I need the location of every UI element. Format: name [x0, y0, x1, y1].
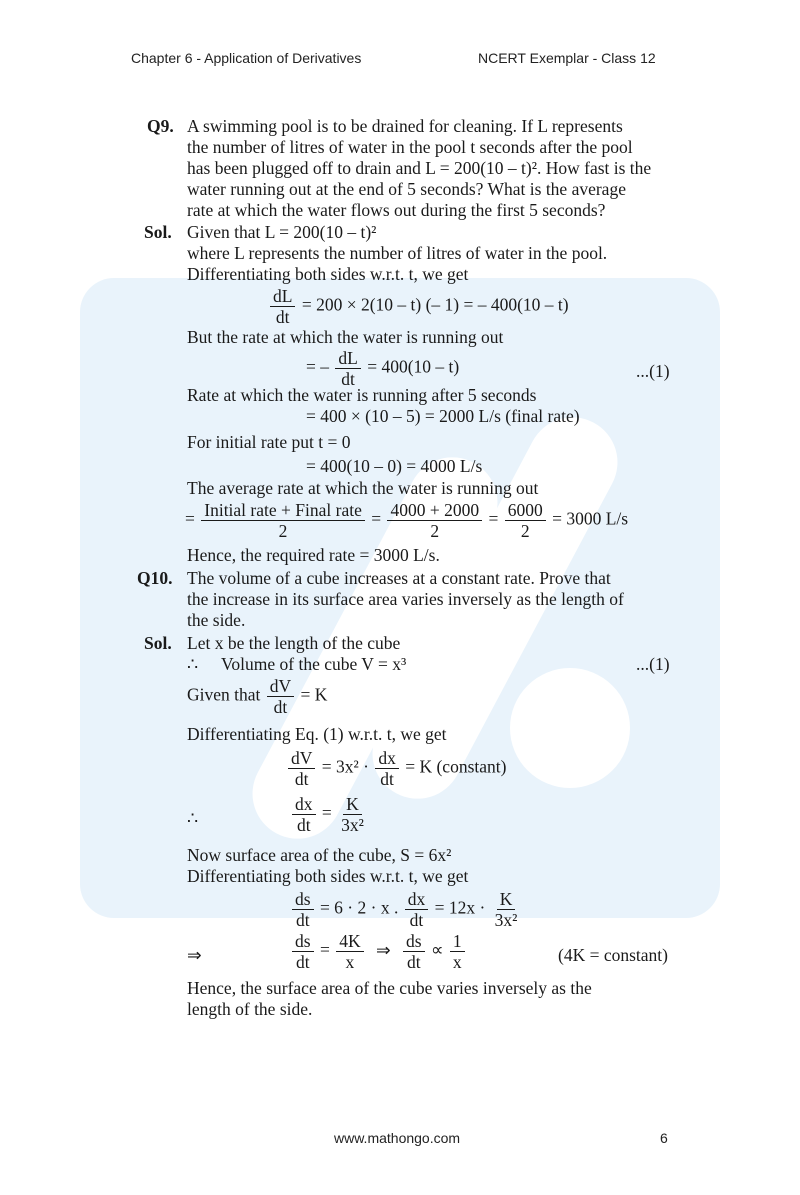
- fraction: $\frac{dx}{dt}$: [405, 889, 429, 930]
- fraction: $\frac{ds}{dt}$: [292, 889, 314, 930]
- sol10-label: Sol.: [144, 633, 172, 653]
- sol9-average-equation: = $\frac{\text{Initial rate + Final rate}}{2}$ = $\frac{4000 + 2000}{2}$ = $\frac{6000}{2}$ = 3000 L/s: [185, 500, 629, 541]
- q9-line: water running out at the end of 5 seconds? What is the average: [187, 179, 626, 199]
- fraction: $\frac{4000 + 2000}{2}$: [387, 500, 482, 541]
- sol9-text: Differentiating both sides w.r.t. t, we get: [187, 264, 469, 284]
- fraction: $\frac{K}{\text{3x²}}$: [494, 889, 518, 930]
- therefore-symbol: ∴: [187, 654, 199, 674]
- sol10-text: Volume of the cube V = x³: [221, 654, 407, 674]
- sol10-eq1: $\frac{dV}{dt}$ = 3x² · $\frac{dx}{dt}$ = K (constant): [286, 748, 506, 789]
- sol10-eq3: $\frac{ds}{dt}$ = 6 · 2 · x . $\frac{dx}{dt}$ = 12x · $\frac{K}{\text{3x²}}$: [290, 889, 522, 930]
- q9-line: A swimming pool is to be drained for cleaning. If L represents: [187, 116, 623, 136]
- fraction: $\frac{4K}{x}$: [336, 931, 363, 972]
- sol9-label: Sol.: [144, 222, 172, 242]
- q10-line: the increase in its surface area varies inversely as the length of: [187, 589, 624, 609]
- constant-note: (4K = constant): [558, 945, 668, 965]
- sol9-eq1: $\frac{dL}{dt}$ = 200 × 2(10 – t) (– 1) = – 400(10 – t): [268, 286, 569, 327]
- sol9-eq2: = – $\frac{dL}{dt}$ = 400(10 – t): [306, 348, 460, 389]
- sol10-text: Differentiating Eq. (1) w.r.t. t, we get: [187, 724, 447, 744]
- header-book: NCERT Exemplar - Class 12: [478, 50, 656, 66]
- q9-line: rate at which the water flows out during the first 5 seconds?: [187, 200, 606, 220]
- page-number: 6: [660, 1130, 668, 1146]
- sol9-text: The average rate at which the water is running out: [187, 478, 539, 498]
- sol9-text: = 400(10 – 0) = 4000 L/s: [306, 456, 483, 476]
- fraction: $\frac{1}{x}$: [450, 931, 465, 972]
- fraction: $\frac{ds}{dt}$: [403, 931, 425, 972]
- sol9-text: Rate at which the water is running after 5 seconds: [187, 385, 537, 405]
- sol9-text: = 400 × (10 – 5) = 2000 L/s (final rate): [306, 406, 580, 426]
- sol10-eq2: $\frac{dx}{dt}$ = $\frac{K}{\text{3x²}}$: [290, 794, 369, 835]
- sol9-text: For initial rate put t = 0: [187, 432, 351, 452]
- q9-label: Q9.: [147, 116, 174, 136]
- footer-url[interactable]: www.mathongo.com: [334, 1130, 461, 1146]
- equation-tag: ...(1): [636, 361, 670, 381]
- sol9-text: Hence, the required rate = 3000 L/s.: [187, 545, 440, 565]
- sol10-given: Given that $\frac{dV}{dt}$ = K: [187, 676, 328, 717]
- header-chapter: Chapter 6 - Application of Derivatives: [131, 50, 362, 66]
- fraction: $\frac{\text{Initial rate + Final rate}}{2}$: [201, 500, 365, 541]
- q10-line: the side.: [187, 610, 246, 630]
- sol9-text: But the rate at which the water is running out: [187, 327, 504, 347]
- sol9-text: Given that L = 200(10 – t)²: [187, 222, 377, 242]
- q9-line: the number of litres of water in the pool t seconds after the pool: [187, 137, 633, 157]
- sol10-text: length of the side.: [187, 999, 313, 1019]
- implies-symbol: ⇒: [187, 945, 202, 965]
- q10-line: The volume of a cube increases at a constant rate. Prove that: [187, 568, 611, 588]
- fraction: $\frac{dx}{dt}$: [292, 794, 316, 835]
- q9-line: has been plugged off to drain and L = 200(10 – t)². How fast is the: [187, 158, 652, 178]
- q10-label: Q10.: [137, 568, 173, 588]
- sol10-text: Hence, the surface area of the cube varies inversely as the: [187, 978, 592, 998]
- sol10-eq4: $\frac{ds}{dt}$ = $\frac{4K}{x}$ ⇒ $\frac{ds}{dt}$ ∝ $\frac{1}{x}$: [290, 931, 467, 972]
- fraction: $\frac{dV}{dt}$: [288, 748, 315, 789]
- fraction: $\frac{dL}{dt}$: [335, 348, 360, 389]
- fraction: $\frac{dV}{dt}$: [267, 676, 294, 717]
- equation-tag: ...(1): [636, 654, 670, 674]
- therefore-symbol: ∴: [187, 808, 199, 828]
- fraction: $\frac{dx}{dt}$: [375, 748, 399, 789]
- sol10-text: Let x be the length of the cube: [187, 633, 401, 653]
- sol10-text: Differentiating both sides w.r.t. t, we get: [187, 866, 469, 886]
- fraction: $\frac{K}{\text{3x²}}$: [341, 794, 364, 835]
- sol10-text: Now surface area of the cube, S = 6x²: [187, 845, 452, 865]
- fraction: $\frac{ds}{dt}$: [292, 931, 314, 972]
- fraction: $\frac{dL}{dt}$: [270, 286, 295, 327]
- sol9-text: where L represents the number of litres of water in the pool.: [187, 243, 608, 263]
- fraction: $\frac{6000}{2}$: [505, 500, 546, 541]
